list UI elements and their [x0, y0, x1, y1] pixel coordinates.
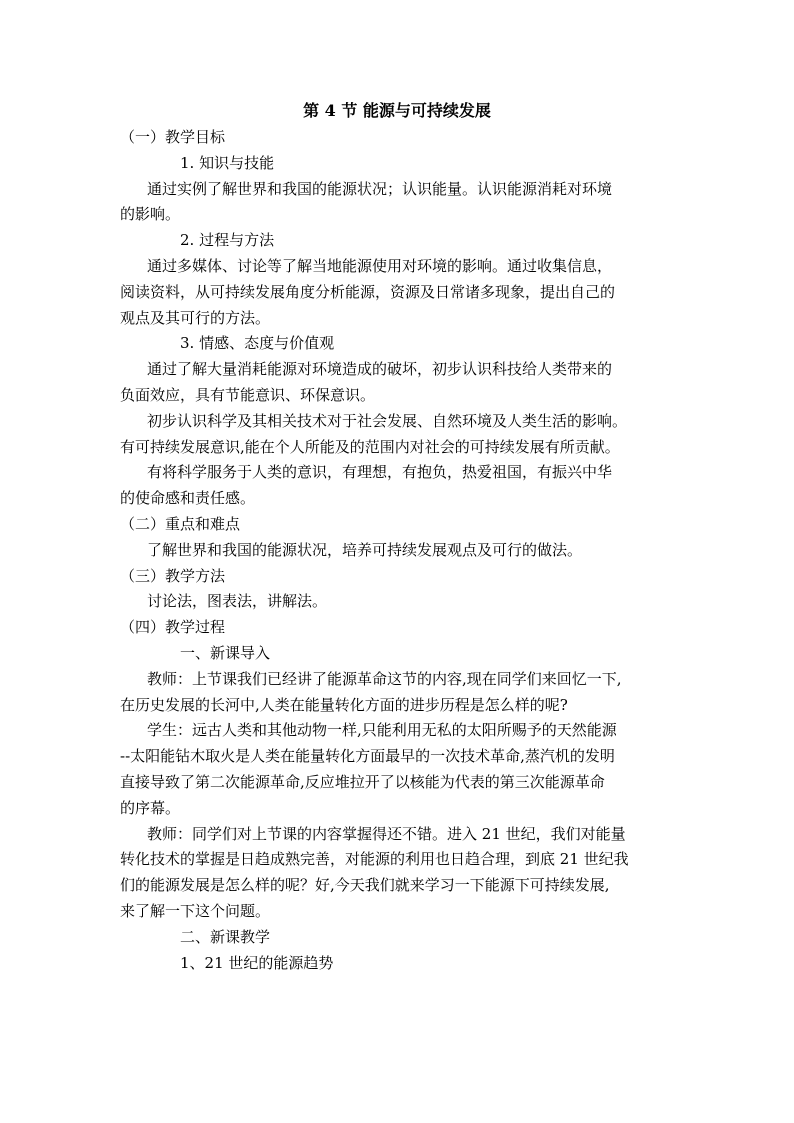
page-title: 第 4 节 能源与可持续发展 [303, 101, 491, 120]
paragraph-line: 们的能源发展是怎么样的呢？好,今天我们就来学习一下能源下可持续发展, [120, 876, 610, 895]
paragraph-line: 观点及其可行的方法。 [120, 308, 271, 327]
paragraph-line: 通过实例了解世界和我国的能源状况；认识能量。认识能源消耗对环境 [147, 179, 613, 198]
paragraph-line: 的影响。 [120, 205, 181, 224]
section-heading: （一）教学目标 [120, 128, 226, 146]
section-heading: （三）教学方法 [120, 566, 226, 585]
paragraph-line: 有可持续发展意识,能在个人所能及的范围内对社会的可持续发展有所贡献。 [120, 437, 620, 456]
paragraph-line: 教师：上节课我们已经讲了能源革命这节的内容,现在同学们来回忆一下, [147, 669, 622, 688]
paragraph-line: 阅读资料，从可持续发展角度分析能源，资源及日常诸多现象，提出自己的 [120, 282, 616, 301]
paragraph-line: 初步认识科学及其相关技术对于社会发展、自然环境及人类生活的影响。 [147, 411, 628, 430]
paragraph-line: 通过了解大量消耗能源对环境造成的破坏，初步认识科技给人类带来的 [147, 360, 613, 379]
paragraph-line: 有将科学服务于人类的意识，有理想，有抱负，热爱祖国，有振兴中华 [147, 463, 613, 482]
subsection-heading: 2. 过程与方法 [180, 231, 275, 250]
subsection-heading: 一、新课导入 [180, 644, 271, 662]
subsection-heading: 1. 知识与技能 [180, 153, 275, 172]
paragraph-line: 讨论法，图表法，讲解法。 [147, 592, 328, 611]
subsection-heading: 二、新课教学 [180, 927, 271, 946]
section-heading: （二）重点和难点 [120, 515, 241, 533]
paragraph-line: 教师：同学们对上节课的内容掌握得还不错。进入 21 世纪，我们对能量 [147, 824, 626, 843]
paragraph-line: 在历史发展的长河中,人类在能量转化方面的进步历程是怎么样的呢? [120, 695, 568, 714]
paragraph-line: 的序幕。 [120, 798, 181, 817]
paragraph-line: 来了解一下这个问题。 [120, 902, 271, 920]
subsection-heading: 3. 情感、态度与价值观 [180, 334, 335, 353]
subsection-heading: 1、21 世纪的能源趋势 [180, 953, 334, 972]
paragraph-line: 了解世界和我国的能源状况，培养可持续发展观点及可行的做法。 [147, 540, 583, 559]
paragraph-line: 学生：远古人类和其他动物一样,只能利用无私的太阳所赐予的天然能源 [147, 721, 617, 740]
paragraph-line: --太阳能钻木取火是人类在能量转化方面最早的一次技术革命,蒸汽机的发明 [120, 747, 615, 766]
paragraph-line: 负面效应，具有节能意识、环保意识。 [120, 386, 376, 404]
paragraph-line: 直接导致了第二次能源革命,反应堆拉开了以核能为代表的第三次能源革命 [120, 773, 605, 791]
section-heading: （四）教学过程 [120, 618, 226, 637]
paragraph-line: 通过多媒体、讨论等了解当地能源使用对环境的影响。通过收集信息， [147, 257, 613, 275]
paragraph-line: 转化技术的掌握是日趋成熟完善，对能源的利用也日趋合理，到底 21 世纪我 [120, 850, 629, 869]
paragraph-line: 的使命感和责任感。 [120, 489, 256, 508]
